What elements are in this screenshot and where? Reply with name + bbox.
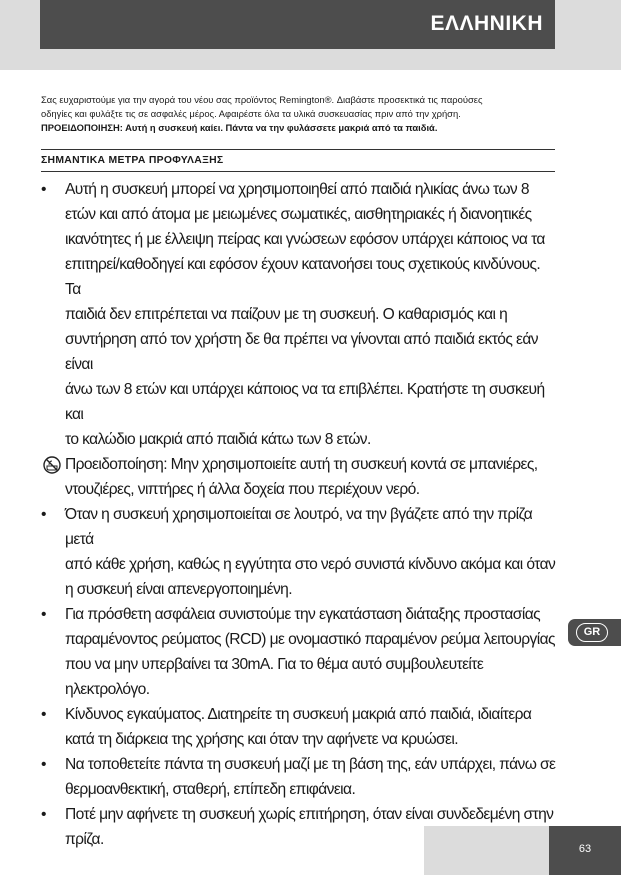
list-item xyxy=(41,502,557,602)
intro-text xyxy=(41,93,556,135)
list-item-line: παιδιά δεν επιτρέπεται να παίζουν με τη συσκευή. Ο καθαρισμός και η xyxy=(65,306,508,323)
list-item xyxy=(41,452,557,502)
intro-line-2: οδηγίες και φυλάξτε τις σε ασφαλές μέρος. Αφαιρέστε όλα τα υλικά συσκευασίας πριν από την χρήση. xyxy=(41,108,461,119)
list-item-line: Να τοποθετείτε πάντα τη συσκευή μαζί με τη βάση της, εάν υπάρχει, πάνω σε xyxy=(65,756,556,773)
bullet-marker: • xyxy=(41,181,46,198)
list-item-line: Αυτή η συσκευή μπορεί να χρησιμοποιηθεί από παιδιά ηλικίας άνω των 8 xyxy=(65,181,529,198)
bullet-marker: • xyxy=(41,606,46,623)
list-item xyxy=(41,752,557,802)
language-tab xyxy=(568,619,621,646)
intro-line-1: Σας ευχαριστούμε για την αγορά του νέου σας προϊόντος Remington®. Διαβάστε προσεκτικά τις παρούσες xyxy=(41,94,483,105)
bullet-marker: • xyxy=(41,756,46,773)
precautions-list xyxy=(41,177,557,852)
list-item-line: συντήρηση από τον χρήστη δε θα πρέπει να γίνονται από παιδιά εκτός εάν είναι xyxy=(65,331,538,373)
bullet-marker: • xyxy=(41,506,46,523)
divider-top xyxy=(41,149,555,150)
list-item xyxy=(41,702,557,752)
language-title: ΕΛΛΗΝΙΚΗ xyxy=(430,12,543,35)
list-item-line: ηλεκτρολόγο. xyxy=(65,681,150,698)
list-item-line: ικανότητες ή με έλλειψη πείρας και γνώσεων εφόσον υπάρχει κάποιος να τα xyxy=(65,231,545,248)
list-item-line: Ποτέ μην αφήνετε τη συσκευή χωρίς επιτήρηση, όταν είναι συνδεδεμένη στην xyxy=(65,806,554,823)
list-item-line: το καλώδιο μακριά από παιδιά κάτω των 8 ετών. xyxy=(65,431,371,448)
page-number-box xyxy=(549,826,621,875)
section-title: ΣΗΜΑΝΤΙΚΑ ΜΕΤΡΑ ΠΡΟΦΥΛΑΞΗΣ xyxy=(41,155,224,166)
list-item-line: Προειδοποίηση: Μην χρησιμοποιείτε αυτή τη συσκευή κοντά σε μπανιέρες, xyxy=(65,456,538,473)
list-item-line: Για πρόσθετη ασφάλεια συνιστούμε την εγκατάσταση διάταξης προστασίας xyxy=(65,606,541,623)
divider-bottom xyxy=(41,171,555,172)
bullet-marker: • xyxy=(41,806,46,823)
language-header xyxy=(40,0,555,49)
intro-warning: ΠΡΟΕΙΔΟΠΟΙΗΣΗ: Αυτή η συσκευή καίει. Πάντα να την φυλάσσετε μακριά από τα παιδιά. xyxy=(41,122,438,133)
list-item-line: ντουζιέρες, νιπτήρες ή άλλα δοχεία που περιέχουν νερό. xyxy=(65,481,420,498)
list-item-line: κατά τη διάρκεια της χρήσης και όταν την αφήνετε να κρυώσει. xyxy=(65,731,459,748)
list-item-line: παραμένοντος ρεύματος (RCD) με ονομαστικό παραμένον ρεύμα λειτουργίας xyxy=(65,631,555,648)
language-tab-label: GR xyxy=(576,623,608,642)
list-item-line: θερμοανθεκτική, σταθερή, επίπεδη επιφάνεια. xyxy=(65,781,356,798)
list-item-line: άνω των 8 ετών και υπάρχει κάποιος να τα επιβλέπει. Κρατήστε τη συσκευή και xyxy=(65,381,545,423)
list-item-line: επιτηρεί/καθοδηγεί και εφόσον έχουν κατανοήσει τους σχετικούς κινδύνους. Τα xyxy=(65,256,541,298)
list-item-line: που να μην υπερβαίνει τα 30mA. Για το θέμα αυτό συμβουλευτείτε xyxy=(65,656,484,673)
list-item-line: από κάθε χρήση, καθώς η εγγύτητα στο νερό συνιστά κίνδυνο ακόμα και όταν xyxy=(65,556,556,573)
list-item-line: ετών και από άτομα με μειωμένες σωματικές, αισθητηριακές ή διανοητικές xyxy=(65,206,532,223)
list-item xyxy=(41,177,557,452)
page-number: 63 xyxy=(578,843,592,855)
no-water-bath-icon xyxy=(43,456,61,474)
list-item-line: πρίζα. xyxy=(65,831,104,848)
list-item xyxy=(41,602,557,702)
list-item-line: Κίνδυνος εγκαύματος. Διατηρείτε τη συσκευή μακριά από παιδιά, ιδιαίτερα xyxy=(65,706,532,723)
list-item-line: Όταν η συσκευή χρησιμοποιείται σε λουτρό, να την βγάζετε από την πρίζα μετά xyxy=(65,506,533,548)
list-item-line: η συσκευή είναι απενεργοποιημένη. xyxy=(65,581,292,598)
bullet-marker: • xyxy=(41,706,46,723)
